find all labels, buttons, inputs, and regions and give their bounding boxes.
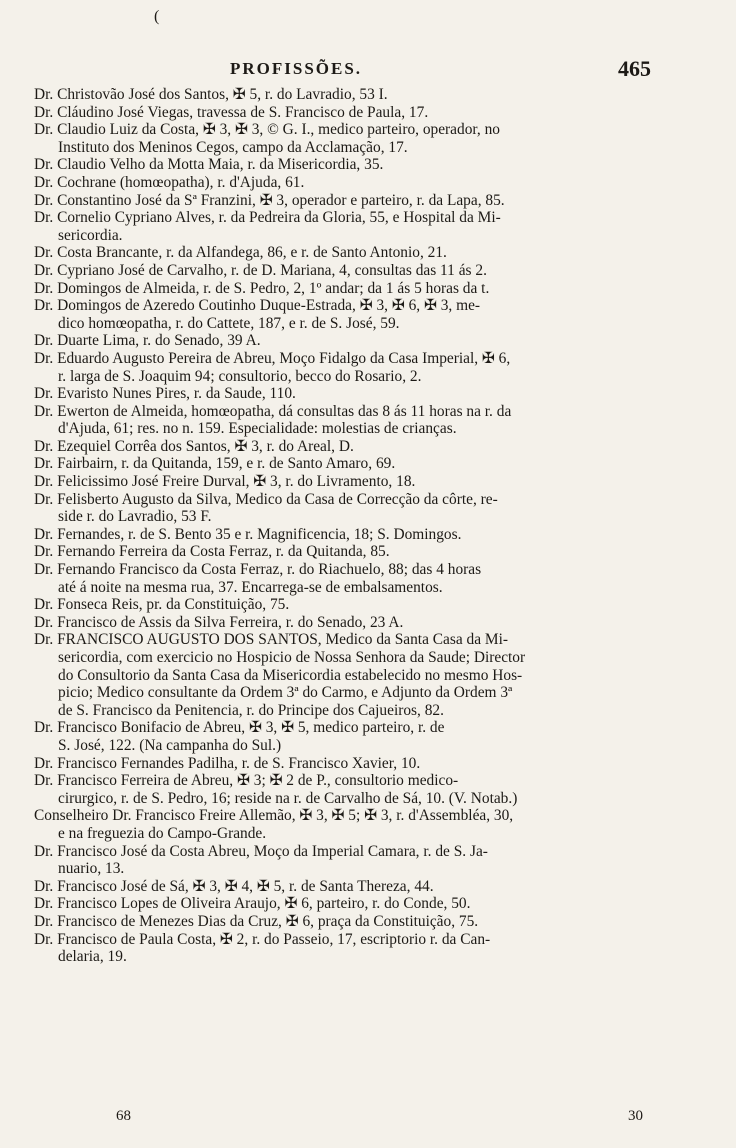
directory-entry [34, 438, 716, 456]
entry-continuation-line: e na freguezia do Campo-Grande. [58, 824, 267, 842]
directory-entry [34, 631, 716, 719]
entry-continuation-line: picio; Medico consultante da Ordem 3ª do Carmo, e Adjunto da Ordem 3ª [58, 684, 513, 702]
entry-line: Dr. Francisco José da Costa Abreu, Moço da Imperial Camara, r. de S. Ja- [34, 842, 488, 860]
page-number: 465 [618, 56, 651, 81]
entry-line: Dr. Claudio Luiz da Costa, ✠ 3, ✠ 3, © G. I., medico parteiro, operador, no [34, 121, 500, 139]
directory-entry [34, 156, 716, 174]
entry-continuation-line: S. José, 122. (Na campanha do Sul.) [58, 736, 282, 754]
directory-entry [34, 895, 716, 913]
directory-entry [34, 473, 716, 491]
entry-line: Dr. Felicissimo José Freire Durval, ✠ 3, r. do Livramento, 18. [34, 473, 416, 491]
entry-line: Dr. Christovão José dos Santos, ✠ 5, r. do Lavradio, 53 I. [34, 86, 388, 103]
entry-line: Dr. Fernando Ferreira da Costa Ferraz, r. da Quitanda, 85. [34, 543, 390, 561]
directory-entry [34, 543, 716, 561]
directory-entry [34, 403, 716, 438]
directory-entry [34, 121, 716, 156]
entry-continuation-line: do Consultorio da Santa Casa da Misericordia estabelecido no mesmo Hos- [58, 666, 523, 684]
entry-line: Dr. FRANCISCO AUGUSTO DOS SANTOS, Medico da Santa Casa da Mi- [34, 631, 508, 649]
entry-continuation-line: d'Ajuda, 61; res. no n. 159. Especialidade: molestias de crianças. [58, 420, 457, 438]
directory-entry [34, 843, 716, 878]
entry-line: Dr. Francisco de Paula Costa, ✠ 2, r. do Passeio, 17, escriptorio r. da Can- [34, 930, 491, 948]
entry-line: Dr. Francisco de Assis da Silva Ferreira, r. do Senado, 23 A. [34, 613, 404, 631]
entry-continuation-line: sericordia, com exercicio no Hospicio de Nossa Senhora da Saude; Director [58, 649, 526, 666]
entry-line: Dr. Eduardo Augusto Pereira de Abreu, Moço Fidalgo da Casa Imperial, ✠ 6, [34, 349, 511, 367]
entry-continuation-line: delaria, 19. [58, 948, 127, 966]
entry-line: Dr. Cypriano José de Carvalho, r. de D. Mariana, 4, consultas das 11 ás 2. [34, 261, 487, 279]
directory-entry [34, 526, 716, 544]
directory-entry [34, 280, 716, 298]
directory-entry [34, 209, 716, 244]
directory-entry [34, 878, 716, 896]
directory-entry [34, 755, 716, 773]
entry-line: Dr. Francisco Fernandes Padilha, r. de S. Francisco Xavier, 10. [34, 754, 421, 772]
entry-line: Dr. Ewerton de Almeida, homœopatha, dá consultas das 8 ás 11 horas na r. da [34, 402, 512, 420]
entry-line: Dr. Francisco de Menezes Dias da Cruz, ✠ 6, praça da Constituição, 75. [34, 912, 479, 930]
directory-entry [34, 931, 716, 966]
entry-line: Dr. Duarte Lima, r. do Senado, 39 A. [34, 332, 261, 350]
directory-entry [34, 596, 716, 614]
entry-continuation-line: dico homœopatha, r. do Cattete, 187, e r. de S. José, 59. [58, 314, 400, 332]
entry-line: Dr. Fernando Francisco da Costa Ferraz, r. do Riachuelo, 88; das 4 horas [34, 561, 482, 579]
directory-entry [34, 913, 716, 931]
entry-line: Dr. Claudio Velho da Motta Maia, r. da Misericordia, 35. [34, 156, 384, 174]
directory-entry [34, 385, 716, 403]
entry-line: Dr. Francisco Bonifacio de Abreu, ✠ 3, ✠ 5, medico parteiro, r. de [34, 719, 445, 737]
entry-line: Dr. Francisco José de Sá, ✠ 3, ✠ 4, ✠ 5, r. de Santa Thereza, 44. [34, 877, 434, 895]
directory-entry [34, 719, 716, 754]
entry-continuation-line: de S. Francisco da Penitencia, r. do Principe dos Cajueiros, 82. [58, 701, 444, 719]
directory-entry [34, 807, 716, 842]
entry-continuation-line: r. larga de S. Joaquim 94; consultorio, becco do Rosario, 2. [58, 367, 422, 385]
directory-entry [34, 614, 716, 632]
entry-line: Dr. Cláudino José Viegas, travessa de S. Francisco de Paula, 17. [34, 103, 429, 121]
directory-entry [34, 350, 716, 385]
entry-line: Dr. Francisco Ferreira de Abreu, ✠ 3; ✠ 2 de P., consultorio medico- [34, 772, 459, 790]
entry-continuation-line: side r. do Lavradio, 53 F. [58, 508, 212, 526]
directory-entry [34, 491, 716, 526]
signature-mark-left: 68 [116, 1108, 131, 1124]
page-header [0, 56, 736, 86]
directory-listing [34, 86, 716, 966]
page-title: PROFISSÕES. [230, 59, 363, 78]
directory-entry [34, 174, 716, 192]
directory-entry [34, 455, 716, 473]
signature-mark-right: 30 [628, 1108, 643, 1124]
entry-line: Dr. Domingos de Azeredo Coutinho Duque-Estrada, ✠ 3, ✠ 6, ✠ 3, me- [34, 297, 481, 315]
directory-entry [34, 86, 716, 104]
entry-line: Dr. Costa Brancante, r. da Alfandega, 86, e r. de Santo Antonio, 21. [34, 244, 447, 262]
directory-entry [34, 104, 716, 122]
entry-continuation-line: sericordia. [58, 226, 123, 244]
entry-line: Dr. Evaristo Nunes Pires, r. da Saude, 110. [34, 385, 296, 403]
entry-line: Dr. Cochrane (homœopatha), r. d'Ajuda, 61. [34, 173, 305, 191]
page-footer [0, 1108, 736, 1132]
entry-line: Dr. Fernandes, r. de S. Bento 35 e r. Magnificencia, 18; S. Domingos. [34, 525, 462, 543]
entry-continuation-line: nuario, 13. [58, 860, 125, 878]
stray-mark: ( [154, 8, 160, 25]
entry-line: Dr. Fonseca Reis, pr. da Constituição, 75. [34, 596, 290, 614]
entry-line: Dr. Francisco Lopes de Oliveira Araujo, ✠ 6, parteiro, r. do Conde, 50. [34, 895, 471, 913]
entry-line: Dr. Constantino José da Sª Franzini, ✠ 3, operador e parteiro, r. da Lapa, 85. [34, 191, 505, 209]
entry-line: Dr. Cornelio Cypriano Alves, r. da Pedreira da Gloria, 55, e Hospital da Mi- [34, 209, 501, 227]
entry-continuation-line: cirurgico, r. de S. Pedro, 16; reside na r. de Carvalho de Sá, 10. (V. Notab.) [58, 789, 518, 807]
directory-entry [34, 262, 716, 280]
entry-continuation-line: até á noite na mesma rua, 37. Encarrega-se de embalsamentos. [58, 578, 443, 596]
entry-line: Dr. Fairbairn, r. da Quitanda, 159, e r. de Santo Amaro, 69. [34, 455, 396, 473]
directory-entry [34, 332, 716, 350]
entry-line: Conselheiro Dr. Francisco Freire Allemão, ✠ 3, ✠ 5; ✠ 3, r. d'Assembléa, 30, [34, 807, 514, 825]
directory-entry [34, 561, 716, 596]
directory-entry [34, 192, 716, 210]
directory-entry [34, 297, 716, 332]
entry-continuation-line: Instituto dos Meninos Cegos, campo da Acclamação, 17. [58, 138, 408, 156]
entry-line: Dr. Felisberto Augusto da Silva, Medico da Casa de Correcção da côrte, re- [34, 490, 498, 508]
entry-line: Dr. Ezequiel Corrêa dos Santos, ✠ 3, r. do Areal, D. [34, 437, 354, 455]
entry-line: Dr. Domingos de Almeida, r. de S. Pedro, 2, 1º andar; da 1 ás 5 horas da t. [34, 279, 490, 297]
directory-entry [34, 772, 716, 807]
directory-entry [34, 244, 716, 262]
